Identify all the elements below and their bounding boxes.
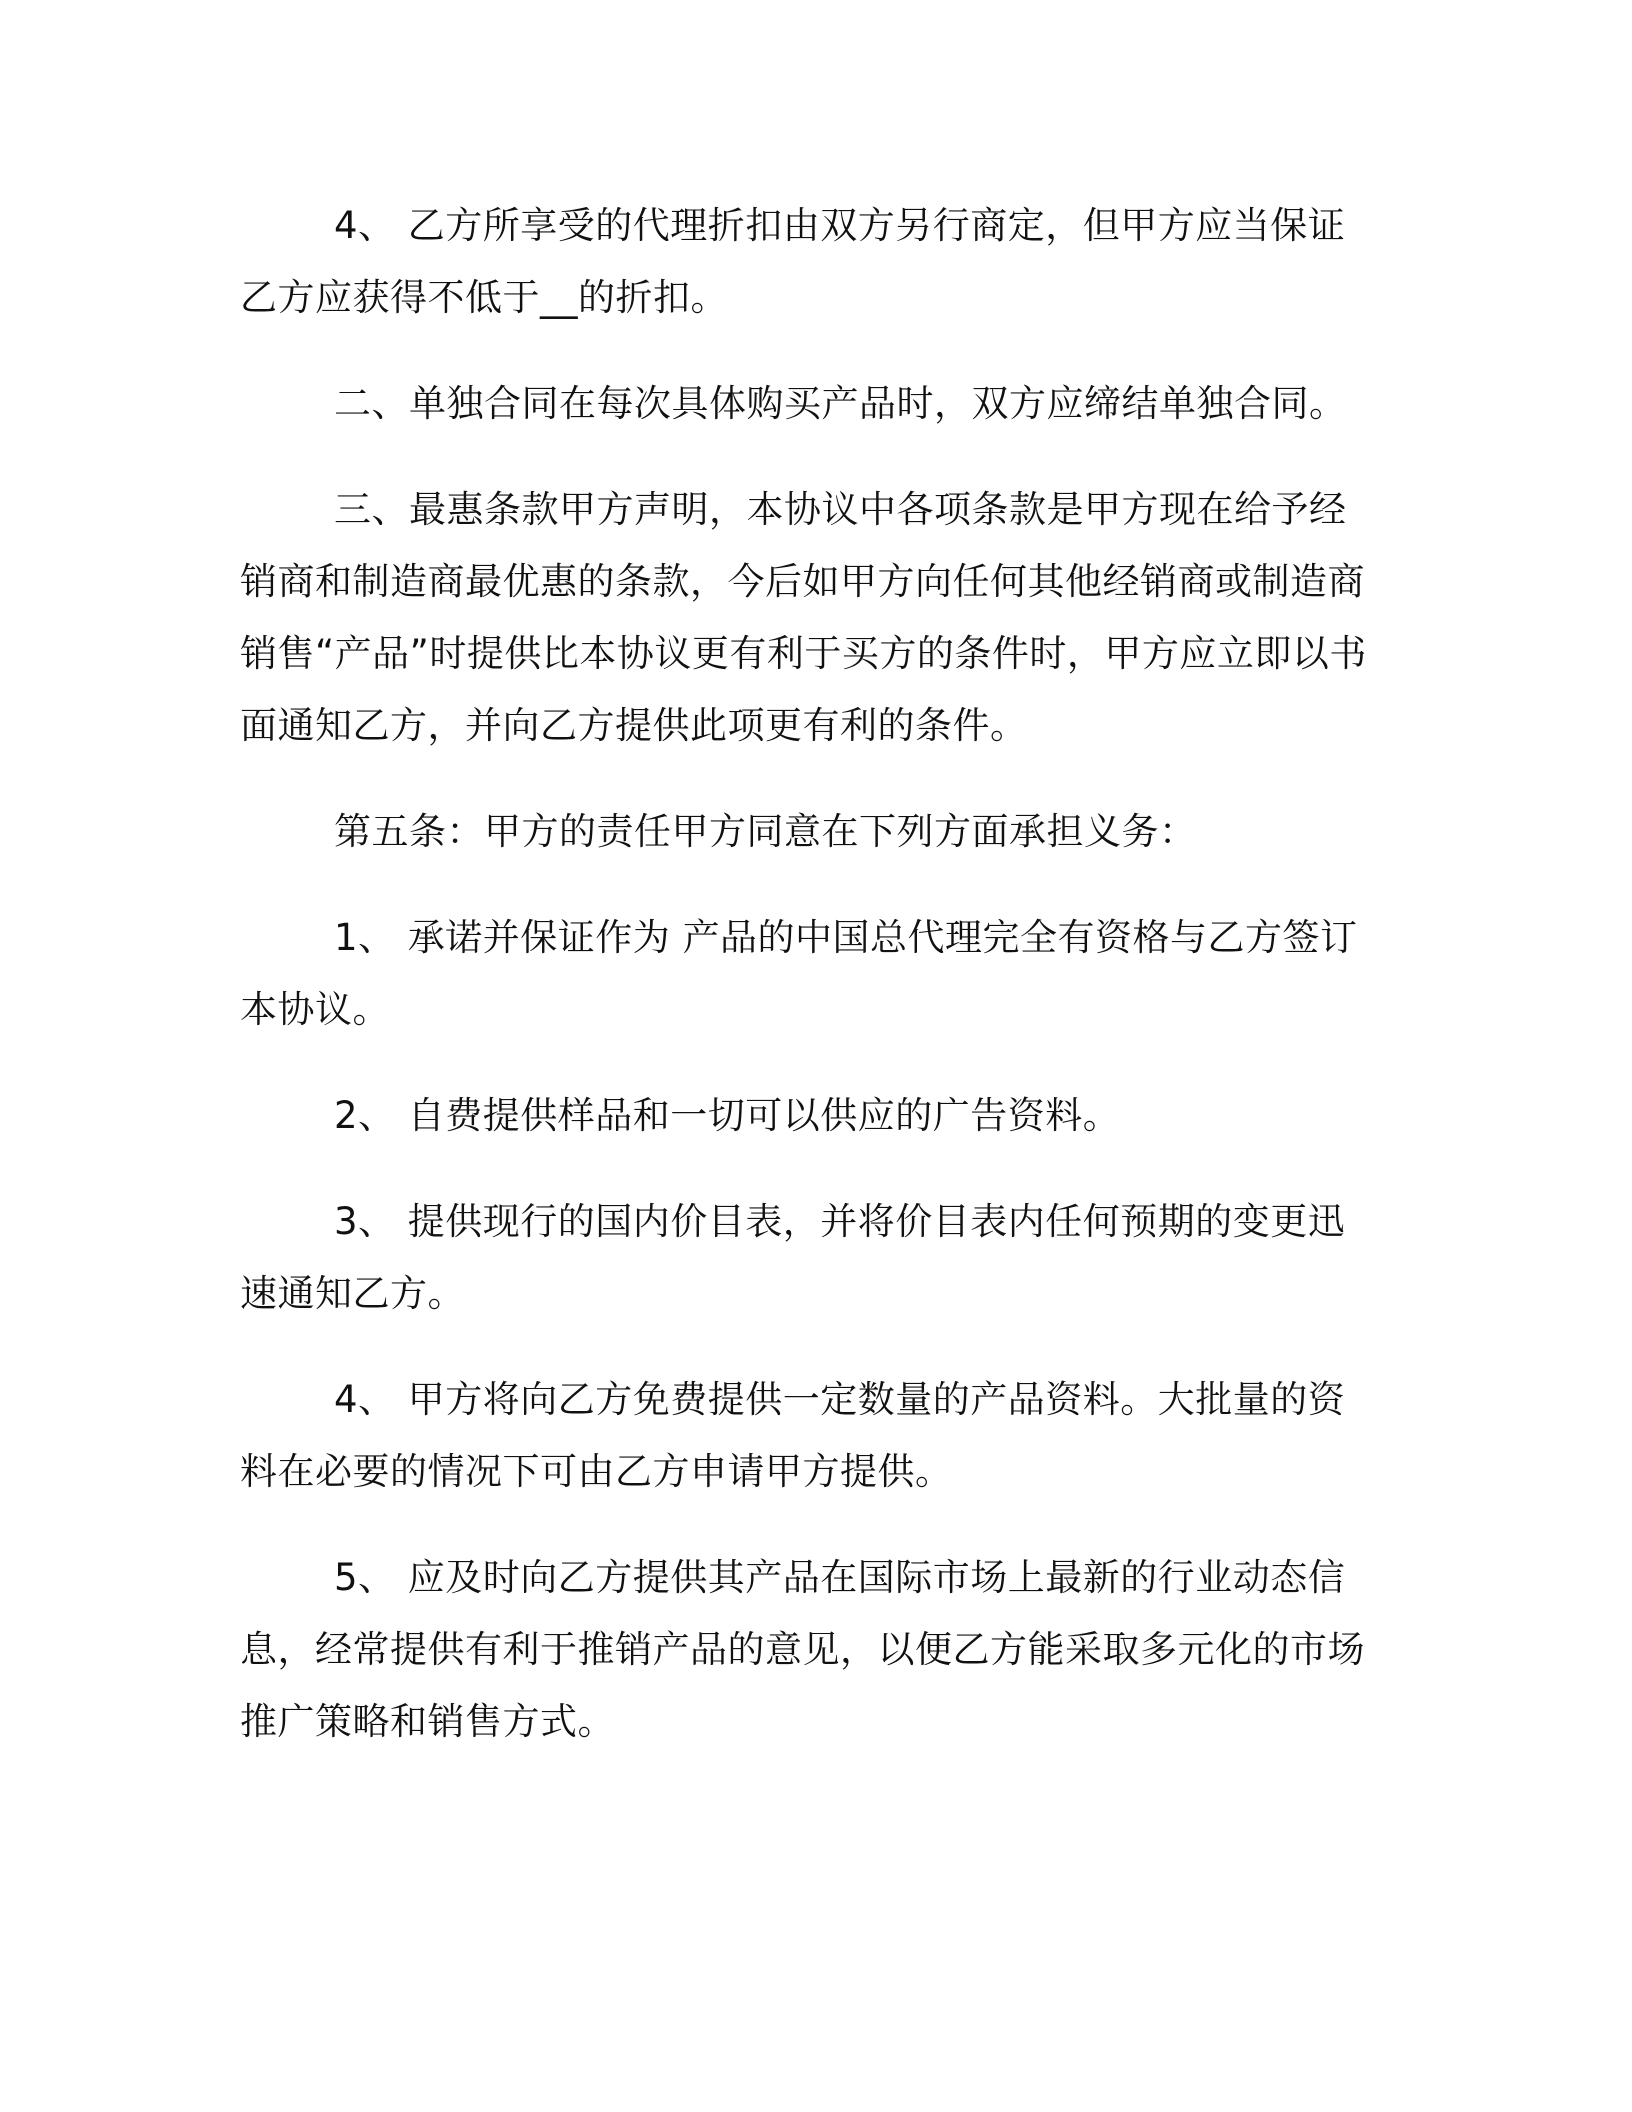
paragraph-duty-3: 3、 提供现行的国内价目表，并将价目表内任何预期的变更迅速通知乙方。: [240, 1200, 1346, 1315]
document-body: [240, 190, 1376, 1758]
paragraph-duty-5: 5、 应及时向乙方提供其产品在国际市场上最新的行业动态信息，经常提供有利于推销产品的意见，以便乙方能采取多元化的市场推广策略和销售方式。: [240, 1556, 1365, 1743]
paragraph-most-favored-clause: 三、最惠条款甲方声明，本协议中各项条款是甲方现在给予经销商和制造商最优惠的条款，今后如甲方向任何其他经销商或制造商销售“产品”时提供比本协议更有利于买方的条件时，甲方应立即以书面通知乙方，并向乙方提供此项更有利的条件。: [240, 488, 1367, 747]
paragraph-duty-4: 4、 甲方将向乙方免费提供一定数量的产品资料。大批量的资料在必要的情况下可由乙方申请甲方提供。: [240, 1378, 1346, 1493]
paragraph-discount-clause: 4、 乙方所享受的代理折扣由双方另行商定，但甲方应当保证乙方应获得不低于__的折扣。: [240, 204, 1346, 319]
paragraph-duty-2: 2、 自费提供样品和一切可以供应的广告资料。: [334, 1094, 1121, 1137]
paragraph-article-five-heading: 第五条：甲方的责任甲方同意在下列方面承担义务：: [334, 810, 1197, 853]
paragraph-duty-1: 1、 承诺并保证作为 产品的中国总代理完全有资格与乙方签订本协议。: [240, 916, 1358, 1031]
paragraph-separate-contract: 二、单独合同在每次具体购买产品时，双方应缔结单独合同。: [334, 382, 1347, 425]
